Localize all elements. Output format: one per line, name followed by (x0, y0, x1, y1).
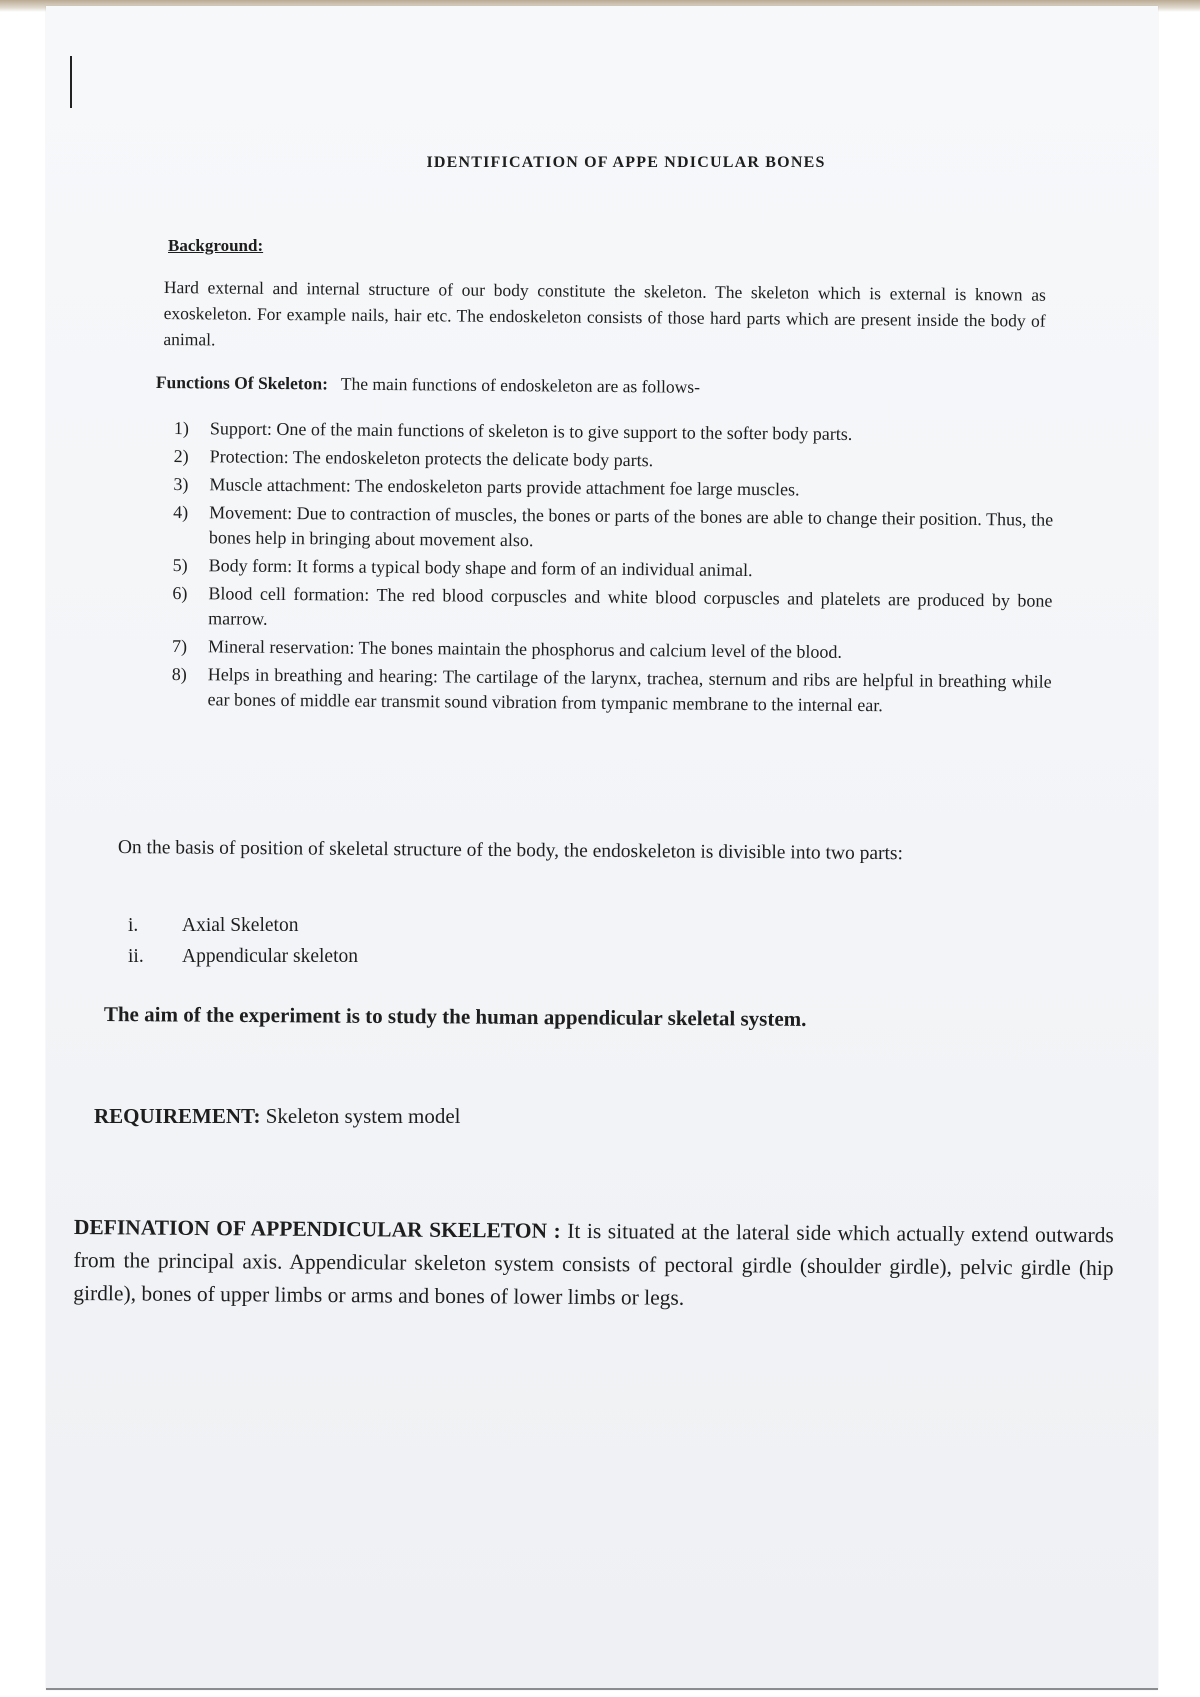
definition-text: It is situated at the lateral side which actually extend outwards from the principal axis. Appendicular skeleton system consists of pectoral girdle (shoulder girdle), pelvic girdle (hip girdle), bones of upper limbs or arms and bones of lower limbs or legs. (73, 1218, 1114, 1310)
aim-statement: The aim of the experiment is to study the human appendicular skeletal system. (103, 1002, 807, 1031)
list-item (128, 910, 358, 941)
list-item-text: Muscle attachment: The endoskeleton parts provide attachment foe large muscles. (209, 474, 800, 500)
list-item (171, 662, 1051, 720)
requirement-line (94, 1104, 461, 1129)
list-item-number: 1) (173, 417, 189, 439)
background-paragraph: Hard external and internal structure of our body constitute the skeleton. The skeleton which is external is known as exoskeleton. For example nails, hair etc. The endoskeleton consists of those hard parts which are present inside the body of animal. (163, 276, 1046, 350)
list-item (128, 941, 358, 972)
list-item-text: Blood cell formation: The red blood corpuscles and white blood corpuscles and platelets are produced by bone marrow. (208, 583, 1053, 629)
list-item (173, 553, 1053, 586)
list-item-text: Support: One of the main functions of skeleton is to give support to the softer body parts. (209, 418, 853, 444)
list-item (173, 500, 1053, 558)
list-item-number: i. (128, 915, 139, 936)
functions-intro-text: The main functions of endoskeleton are as follows- (340, 373, 701, 397)
list-item-number: 7) (171, 635, 188, 657)
requirement-label: REQUIREMENT: (94, 1104, 261, 1128)
definition-paragraph (73, 1211, 1114, 1318)
list-item (174, 416, 1054, 449)
definition-label: DEFINATION OF APPENDICULAR SKELETON : (73, 1214, 561, 1243)
list-item-number: 6) (172, 582, 188, 604)
list-item (172, 581, 1052, 639)
background-heading: Background: (168, 236, 264, 255)
list-item-text: Protection: The endoskeleton protects the delicate body parts. (209, 446, 654, 471)
skeleton-parts-list (128, 910, 358, 972)
functions-list (171, 416, 1054, 723)
list-item-text: Mineral reservation: The bones maintain the phosphorus and calcium level of the blood. (207, 636, 843, 662)
list-item-number: ii. (128, 946, 144, 967)
page-title: IDENTIFICATION OF APPE NDICULAR BONES (426, 154, 826, 171)
list-item (172, 634, 1052, 667)
document-page (46, 6, 1158, 1690)
list-item-number: 4) (173, 501, 189, 523)
functions-heading: Functions Of Skeleton: (155, 372, 329, 394)
list-item (173, 472, 1053, 505)
list-item (174, 444, 1054, 477)
list-item-text: Axial Skeleton (182, 915, 299, 936)
list-item-number: 3) (173, 473, 189, 495)
requirement-value: Skeleton system model (265, 1104, 461, 1128)
functions-intro (156, 372, 1046, 401)
list-item-number: 2) (173, 445, 189, 467)
margin-pen-mark (70, 56, 72, 108)
list-item-number: 5) (172, 554, 188, 576)
basis-paragraph: On the basis of position of skeletal structure of the body, the endoskeleton is divisible into two parts: (117, 836, 904, 865)
list-item-text: Body form: It forms a typical body shape and form of an individual animal. (208, 555, 753, 581)
list-item-text: Appendicular skeleton (182, 946, 358, 967)
list-item-text: Movement: Due to contraction of muscles, the bones or parts of the bones are able to change their position. Thus, the bones help in bringing about movement also. (208, 502, 1054, 551)
list-item-text: Helps in breathing and hearing: The cartilage of the larynx, trachea, sternum and ribs are helpful in breathing while ear bones of middle ear transmit sound vibration from tympanic membrane to the internal ear. (207, 664, 1052, 716)
list-item-number: 8) (171, 663, 187, 685)
